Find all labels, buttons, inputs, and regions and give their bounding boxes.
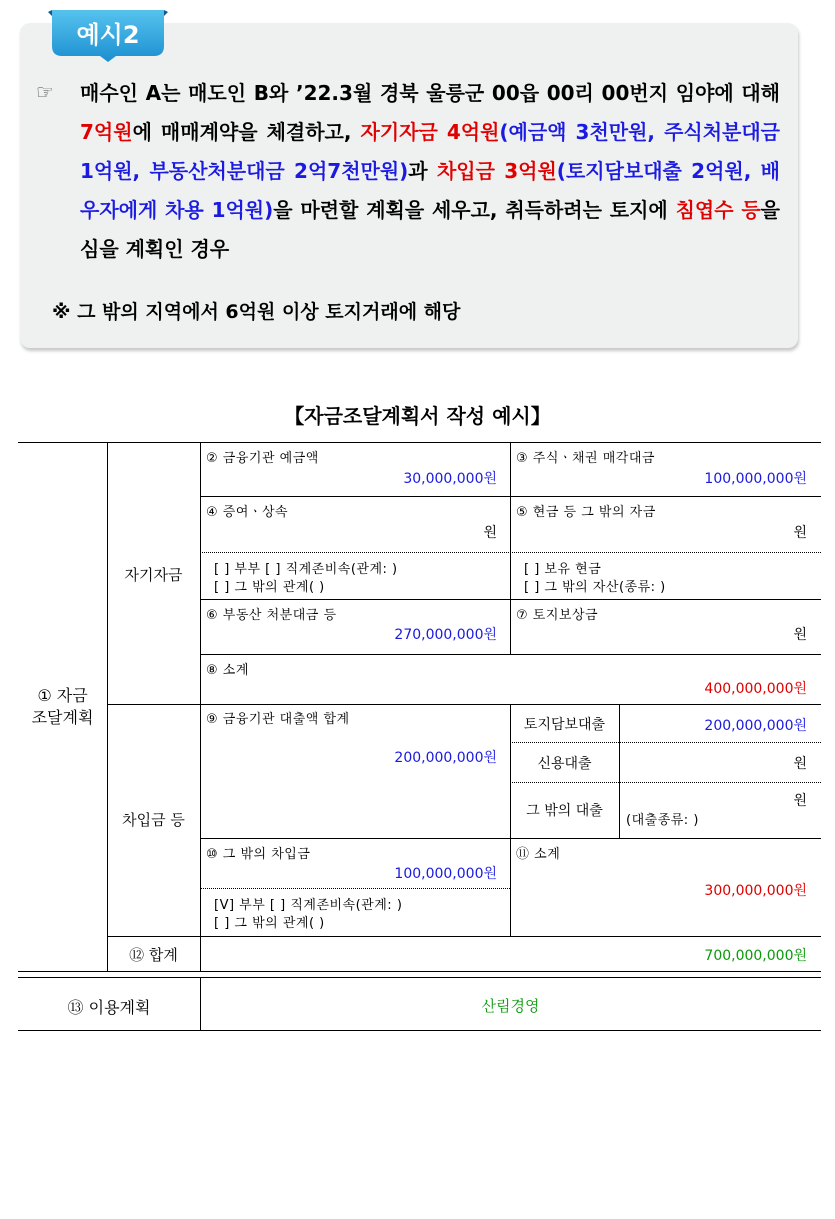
relation-checkbox-row-2: [ ] 그 밖의 관계( )	[214, 580, 325, 595]
section-funding-plan: ① 자금 조달계획	[31, 686, 94, 727]
pointing-hand-icon: ☞	[36, 80, 54, 104]
example-tag-label: 예시2	[76, 21, 140, 49]
borrowing-relation-row-2: [ ] 그 밖의 관계( )	[214, 916, 325, 931]
usage-plan-label: ⑬ 이용계획	[67, 998, 151, 1017]
total-value: 700,000,000원	[704, 948, 807, 964]
other-borrowing-label: ⑩ 그 밖의 차입금	[206, 847, 311, 862]
stock-sale-value: 100,000,000원	[704, 471, 807, 487]
collateral-loan-value: 200,000,000원	[704, 718, 807, 734]
gift-inheritance-label: ④ 증여ㆍ상속	[206, 505, 289, 520]
land-compensation-label: ⑦ 토지보상금	[516, 608, 599, 623]
other-loan-kind: (대출종류: )	[626, 813, 699, 828]
usage-plan-value: 산림경영	[481, 997, 540, 1015]
other-loan-value: 원	[793, 793, 807, 809]
other-loan-label: 그 밖의 대출	[526, 803, 603, 819]
example-paragraph: 매수인 A는 매도인 B와 ’22.3월 경북 울릉군 00읍 00리 00번지 임야에 대해 7억원에 매매계약을 체결하고, 자기자금 4억원(예금액 3천만원, 주식처분대금 1억원, 부동산처분대금 2억7천만원)과 차입금 3억원(토지담보대출 2억원, 배우자에게 차용 1억원)을 마련할 계획을 세우고, 취득하려는 토지에 침엽수 등을 심을 계획인 경우	[80, 81, 780, 261]
cash-other-label: ⑤ 현금 등 그 밖의 자금	[516, 505, 656, 520]
deposit-label: ② 금융기관 예금액	[206, 451, 319, 466]
total-label: ⑫ 합계	[129, 946, 178, 964]
bank-loan-total-value: 200,000,000원	[394, 750, 497, 766]
document-title: 【자금조달계획서 작성 예시】	[284, 404, 551, 428]
own-funds-header: 자기자금	[124, 566, 183, 584]
own-subtotal-label: ⑧ 소계	[206, 663, 249, 678]
real-estate-sale-label: ⑥ 부동산 처분대금 등	[206, 608, 337, 623]
gift-inheritance-value: 원	[483, 525, 497, 541]
real-estate-sale-value: 270,000,000원	[394, 627, 497, 643]
own-subtotal-value: 400,000,000원	[704, 681, 807, 697]
cash-checkbox-row-1: [ ] 보유 현금	[524, 562, 602, 577]
bank-loan-total-label: ⑨ 금융기관 대출액 합계	[206, 712, 350, 727]
funding-plan-table	[18, 442, 821, 1032]
borrowed-funds-header: 차입금 등	[122, 811, 185, 829]
deposit-value: 30,000,000원	[403, 471, 497, 487]
stock-sale-label: ③ 주식ㆍ채권 매각대금	[516, 451, 655, 466]
borrow-subtotal-value: 300,000,000원	[704, 883, 807, 899]
borrow-subtotal-label: ⑪ 소계	[516, 847, 561, 862]
credit-loan-label: 신용대출	[537, 756, 592, 772]
collateral-loan-label: 토지담보대출	[523, 717, 606, 733]
cash-checkbox-row-2: [ ] 그 밖의 자산(종류: )	[524, 580, 666, 595]
relation-checkbox-row-1: [ ] 부부 [ ] 직계존비속(관계: )	[214, 562, 398, 577]
other-borrowing-value: 100,000,000원	[394, 866, 497, 882]
cash-other-value: 원	[793, 525, 807, 541]
borrowing-relation-row-1: [V] 부부 [ ] 직계존비속(관계: )	[214, 898, 403, 913]
example-note: ※ 그 밖의 지역에서 6억원 이상 토지거래에 해당	[52, 301, 461, 323]
land-compensation-value: 원	[793, 627, 807, 643]
credit-loan-value: 원	[793, 756, 807, 772]
